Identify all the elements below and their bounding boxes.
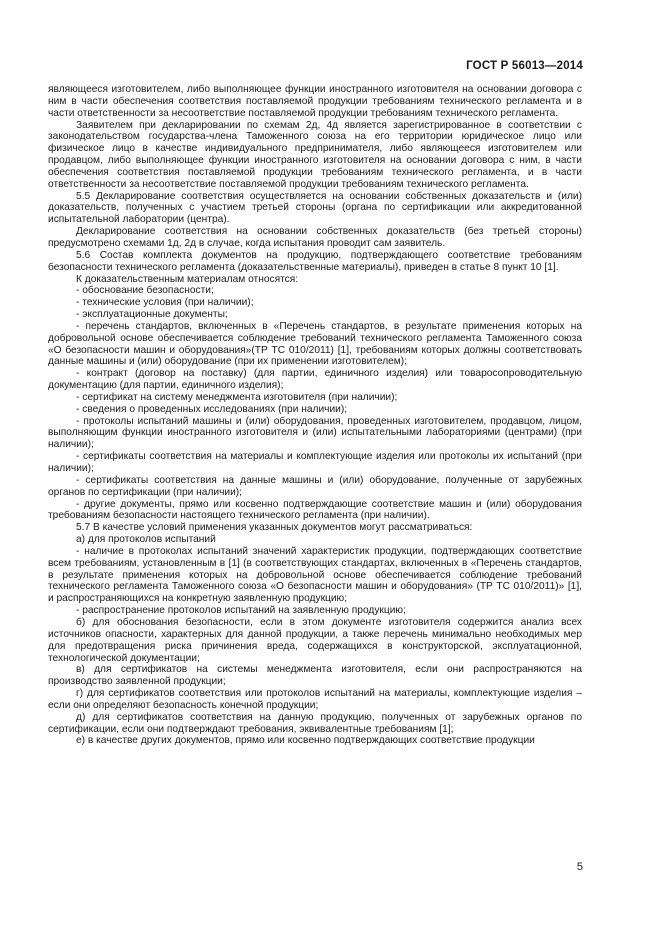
list-item: - распространение протоколов испытаний на заявленную продукцию;: [76, 605, 406, 617]
list-item: д) для сертификатов соответствия на данную продукцию, полученных от зарубежных органов по сертификации, если они подтверждают требования, эквивалентные требованиям [1];: [48, 711, 582, 735]
list-item: а) для протоколов испытаний: [76, 534, 216, 546]
list-item: - другие документы, прямо или косвенно подтверждающие соответствие машин и (или) оборудования требованиям безопасности настоящего технического регламента (при наличии).: [48, 498, 582, 522]
list-item: - сведения о проведенных исследованиях (при наличии);: [76, 403, 348, 415]
list-item: б) для обоснования безопасности, если в этом документе изготовителя содержится анализ всех источников опасности, характерных для данной продукции, а также перечень минимально необходимых мер для предотвращения риска причинения вреда, содержащихся в конструкторской, эксплуатационной, технологической документации;: [48, 616, 582, 664]
list-item: - эксплуатационные документы;: [76, 309, 228, 321]
list-item: - сертификаты соответствия на материалы и комплектующие изделия или протоколы их испытаний (при наличии);: [48, 451, 582, 474]
list-item: - протоколы испытаний машины и (или) оборудования, проведенных изготовителем, продавцом, лицом, выполняющим функции иностранного изготовителя и (или) испытательными лабораториями (центрами) (при наличии);: [48, 415, 582, 451]
list-item: - обоснование безопасности;: [76, 285, 214, 297]
list-item: - сертификат на систему менеджмента изготовителя (при наличии);: [76, 391, 398, 403]
list-item: - наличие в протоколах испытаний значений характеристик продукции, подтверждающих соответствие всем требованиям, установленным в [1] (в соответствующих стандартах, включенных в «Перечень стандартов, в результате применения которых на добровольной основе обеспечивается соблюдение требований технического регламента Таможенного союза «О безопасности машин и оборудования» (ТР ТС 010/2011)» [1], и распространяющихся на конкретную заявленную продукцию;: [48, 545, 582, 605]
paragraph: К доказательственным материалам относятся:: [76, 273, 299, 285]
list-item: - технические условия (при наличии);: [76, 297, 254, 309]
paragraph: 5.7 В качестве условий применения указанных документов могут рассматриваться:: [76, 522, 473, 534]
list-item: в) для сертификатов на системы менеджмента изготовителя, если они распространяются на производство заявленной продукции;: [48, 664, 582, 688]
paragraph: 5.5 Декларирование соответствия осуществляется на основании собственных доказательств и (или) доказательств, полученных с участием третьей стороны (органа по сертификации или аккредитованной испытательной лаборатории (центра).: [48, 190, 582, 226]
document-body: [48, 84, 582, 747]
document-header: ГОСТ Р 56013—2014: [466, 60, 583, 72]
paragraph: являющееся изготовителем, либо выполняющее функции иностранного изготовителя на основании договора с ним в части обеспечения соответствия поставляемой продукции требованиям технического регламента и в части ответственности за несоответствие поставляемой продукции требованиям технического регламента.: [48, 84, 582, 119]
list-item: - перечень стандартов, включенных в «Перечень стандартов, в результате применения которых на добровольной основе обеспечивается соблюдение требований технического регламента Таможенного союза «О безопасности машин и оборудования»(ТР ТС 010/2011) [1], требованиям которых должны соответствовать данные машины и (или) оборудование (при их применении изготовителем);: [48, 320, 582, 368]
paragraph: Заявителем при декларировании по схемам 2д, 4д является зарегистрированное в соответствии с законодательством государства-члена Таможенного союза на его территории юридическое лицо или физическое лицо в качестве индивидуального предпринимателя, либо являющееся изготовителем или продавцом, либо выполняющее функции иностранного изготовителя на основании договора с ним, в части обеспечения соответствия поставляемой продукции требованиям технического регламента, и в части ответственности за несоответствие поставляемой продукции требованиям технического регламента.: [48, 119, 582, 190]
list-item: е) в качестве других документов, прямо или косвенно подтверждающих соответствие продукции: [76, 735, 535, 747]
list-item: - контракт (договор на поставку) (для партии, единичного изделия) или товаросопроводительную документацию (для партии, единичного изделия);: [48, 368, 582, 392]
paragraph: Декларирование соответствия на основании собственных доказательств (без третьей стороны) предусмотрено схемами 1д, 2д в случае, когда испытания проводит сам заявитель.: [48, 226, 582, 249]
paragraph: 5.6 Состав комплекта документов на продукцию, подтверждающего соответствие требованиям безопасности технического регламента (доказательственные материалы), приведен в статье 8 пункт 10 [1].: [48, 249, 582, 273]
list-item: г) для сертификатов соответствия или протоколов испытаний на материалы, комплектующие изделия – если они определяют безопасность конечной продукции;: [48, 688, 582, 711]
page-number: 5: [576, 861, 583, 873]
list-item: - сертификаты соответствия на данные машины и (или) оборудование, полученные от зарубежных органов по сертификации (при наличии);: [48, 474, 582, 498]
